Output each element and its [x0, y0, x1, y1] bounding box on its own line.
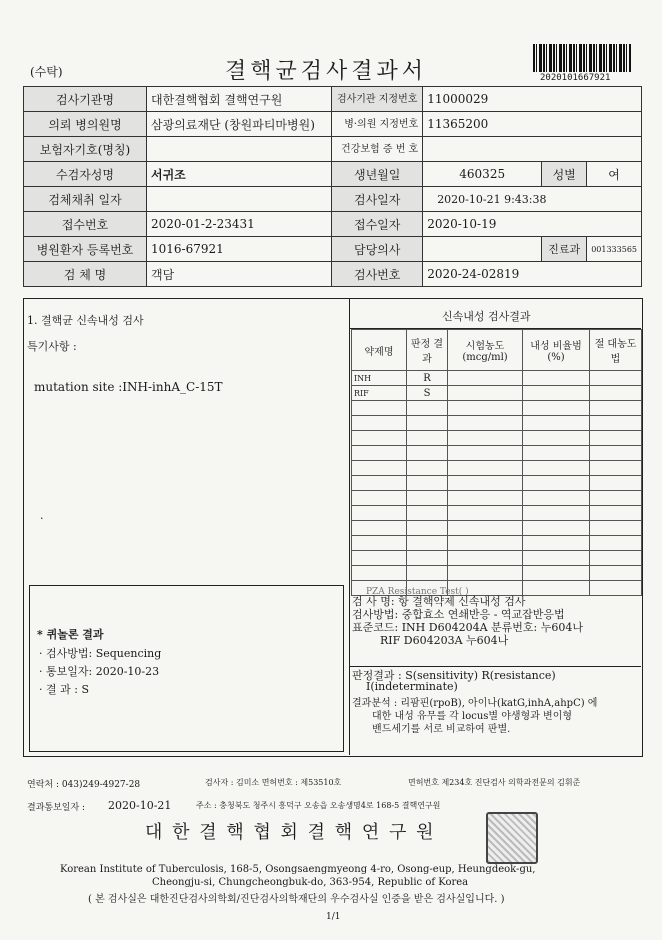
specimen-value: 객담 [147, 262, 332, 287]
analysis-3: 밴드세기를 서로 비교하여 판별. [372, 724, 511, 735]
row-drug: INH [352, 371, 407, 386]
table-row [352, 371, 642, 386]
test-date-value: 2020-10-21 9:43:38 [423, 187, 642, 212]
recv-date-value: 2020-10-19 [423, 212, 642, 237]
quinolone-title: * 퀴놀론 결과 [37, 628, 104, 641]
analysis-2: 대한 내성 유무를 각 locus별 야생형과 변이형 [372, 711, 573, 722]
organization-name: 대 한 결 핵 협 회 결 핵 연 구 원 [145, 822, 436, 843]
col-drug: 약제명 [352, 330, 407, 371]
quinolone-notice-date: · 통보일자: 2020-10-23 [39, 665, 160, 678]
remarks-label: 특기사항 : [27, 340, 77, 353]
standard-code-2: RIF D604203A 누604나 [380, 634, 509, 647]
page-number: 1/1 [326, 912, 341, 922]
collect-value [147, 187, 332, 212]
table-row [352, 386, 642, 401]
header-table [23, 86, 642, 287]
certification-note: ( 본 검사실은 대한진단검사의학회/진단검사의학재단의 우수검사실 인증을 받은 검사실입니다. ) [88, 894, 505, 905]
recv-no-label: 접수번호 [24, 212, 147, 237]
standard-code-1: 표준코드: INH D604204A 분류번호: 누604나 [352, 621, 583, 634]
test-no-label: 검사번호 [332, 262, 423, 287]
dept-value: 001333565 [587, 237, 642, 262]
req-value: 삼광의료재단 (창원파티마병원) [147, 112, 332, 137]
tester: 검사자 : 김미소 면허번호 : 제53510호 [205, 778, 342, 787]
test-name: 검 사 명: 항 결핵약제 신속내성 검사 [352, 595, 526, 608]
overlap-text: PZA Resistance Test( ) [366, 587, 469, 597]
row-result: R [407, 371, 448, 386]
req-label: 의뢰 병의원명 [24, 112, 147, 137]
doctor-label: 담당의사 [332, 237, 423, 262]
doctor-license: 면허번호 제234호 진단검사 의학과전문의 김휘준 [408, 778, 581, 787]
inst-value: 대한결핵협회 결핵연구원 [147, 87, 332, 112]
dot-mark: · [40, 512, 44, 525]
health-no-value [423, 137, 642, 162]
specimen-label: 검 체 명 [24, 262, 147, 287]
contact: 연락처 : 043)249-4927-28 [27, 780, 141, 790]
patient-value: 서귀조 [147, 162, 332, 187]
req-code-value: 11365200 [423, 112, 642, 137]
health-no-label: 건강보험 증 번 호 [332, 137, 423, 162]
col-absolute: 절 대농도 법 [590, 330, 642, 371]
judgement-2: I(indeterminate) [366, 680, 458, 693]
address: 주소 : 충청북도 청주시 흥덕구 오송읍 오송생명4로 168-5 결핵연구원 [196, 801, 441, 810]
sex-label: 성별 [542, 162, 587, 187]
inst-code-label: 검사기관 지정번호 [332, 87, 423, 112]
insured-value [147, 137, 332, 162]
col-concentration: 시험농도 (mcg/ml) [448, 330, 523, 371]
test-method: 검사방법: 중합효소 연쇄반응 - 역교잡반응법 [352, 608, 565, 621]
req-code-label: 병·의원 지정번호 [332, 112, 423, 137]
analysis-1: 결과분석 : 리팜핀(rpoB), 아이나(katG,inhA,ahpC) 에 [352, 698, 598, 709]
recv-date-label: 접수일자 [332, 212, 423, 237]
col-result: 판정 결과 [407, 330, 448, 371]
notify-label: 결과통보일자 : [27, 803, 86, 813]
quinolone-method: · 검사방법: Sequencing [39, 647, 162, 660]
right-title: 신속내성 검사결과 [442, 310, 531, 323]
inst-code-value: 11000029 [423, 87, 642, 112]
row-result: S [407, 386, 448, 401]
inst-label: 검사기관명 [24, 87, 147, 112]
official-seal [486, 812, 538, 864]
barcode-number: 2020101667921 [540, 73, 611, 83]
test-date-label: 검사일자 [332, 187, 423, 212]
sex-value: 여 [587, 162, 642, 187]
row-drug: RIF [352, 386, 407, 401]
english-address-1: Korean Institute of Tuberculosis, 168-5, Osongsaengmyeong 4-ro, Osong-eup, Heungdeok-gu, [60, 864, 536, 875]
reg-no-label: 병원환자 등록번호 [24, 237, 147, 262]
doctor-value [423, 237, 542, 262]
document-title: 결핵균검사결과서 [225, 59, 428, 84]
trust-label: (수탁) [30, 65, 63, 79]
recv-no-value: 2020-01-2-23431 [147, 212, 332, 237]
column-divider [349, 299, 350, 755]
col-ratio: 내성 비율범(%) [523, 330, 590, 371]
test-no-value: 2020-24-02819 [423, 262, 642, 287]
barcode [533, 44, 631, 72]
section-title: 1. 결핵균 신속내성 검사 [27, 314, 144, 327]
quinolone-result: · 결 과 : S [39, 683, 89, 696]
collect-label: 검체채취 일자 [24, 187, 147, 212]
dob-label: 생년월일 [332, 162, 423, 187]
reg-no-value: 1016-67921 [147, 237, 332, 262]
insured-label: 보험자기호(명칭) [24, 137, 147, 162]
dob-value: 460325 [423, 162, 542, 187]
judgement-1: 판정결과 : S(sensitivity) R(resistance) [352, 669, 556, 682]
mutation-site: mutation site :INH-inhA_C-15T [34, 380, 223, 394]
notify-date: 2020-10-21 [108, 799, 172, 812]
patient-label: 수검자성명 [24, 162, 147, 187]
dept-label: 진료과 [542, 237, 587, 262]
english-address-2: Cheongju-si, Chungcheongbuk-do, 363-954, Republic of Korea [152, 877, 469, 888]
resistance-table [351, 329, 642, 596]
